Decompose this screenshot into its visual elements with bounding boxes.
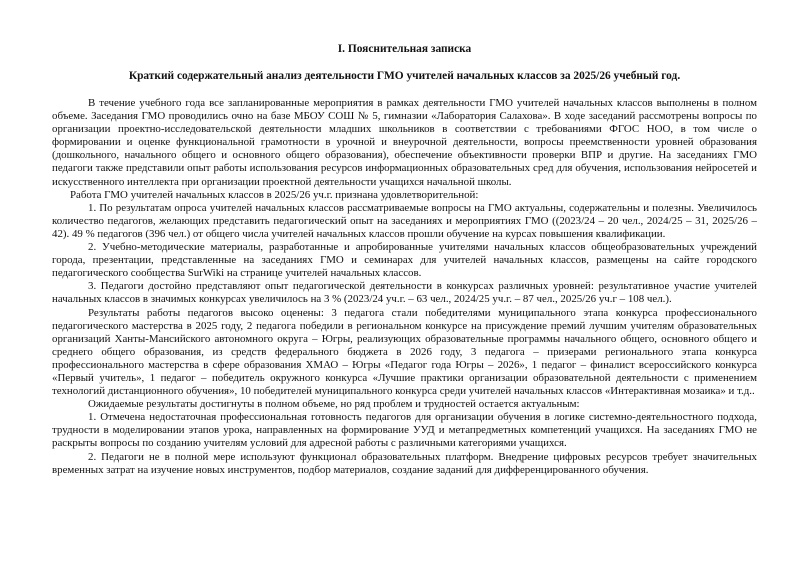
paragraph-point-1: 1. По результатам опроса учителей начальных классов рассматриваемые вопросы на ГМО актуальны, содержательны и полезны. Увеличилось количество педагогов, желающих представить педагогический опыт на заседаниях и мероприятиях ГМО ((2023/24 – 20 чел., 2024/25 – 31, 2025/26 – 42). 49 % педагогов (396 чел.) от общего числа учителей начальных классов прошли обучение на курсах повышения квалификации. <box>52 201 757 240</box>
document-page <box>52 42 757 477</box>
paragraph-assessment: Работа ГМО учителей начальных классов в 2025/26 уч.г. признана удовлетворительной: <box>70 188 479 201</box>
paragraph-expected: Ожидаемые результаты достигнуты в полном объеме, но ряд проблем и трудностей остается актуальным: <box>88 398 580 411</box>
paragraph-intro: В течение учебного года все запланированные мероприятия в рамках деятельности ГМО учителей начальных классов выполнены в полном объеме. Заседания ГМО проводились очно на базе МБОУ СОШ № 5, гимназии «Лаборатория Салахова». В ходе заседаний рассмотрены вопросы по организации проектно-исследовательской деятельности младших школьников в соответствии с требованиями ФГОС НОО, в том числе о формировании и оценке функциональной грамотности в урочной и внеурочной деятельности, вопросы преемственности уровней образования (дошкольного, начального общего и основного общего образования), обеспечение объективности проверки ВПР и другие. На заседаниях ГМО педагоги также представили опыт работы использования ресурсов информационных образовательных сред для обучения, использования нейросетей и искусственного интеллекта при организации проектной деятельности учащихся начальной школы. <box>52 97 757 188</box>
section-title: I. Пояснительная записка <box>337 43 472 55</box>
subtitle: Краткий содержательный анализ деятельности ГМО учителей начальных классов за 2025/26 учебный год. <box>128 70 681 82</box>
paragraph-point-3: 3. Педагоги достойно представляют опыт педагогической деятельности в конкурсах различных уровней: результативное участие учителей начальных классов в значимых конкурсах увеличилось на 3 % (2023/24 уч.г. – 63 чел., 2024/25 уч.г. – 87 чел., 2025/26 уч.г – 108 чел.). <box>52 280 757 306</box>
paragraph-point-2: 2. Учебно-методические материалы, разработанные и апробированные учителями начальных классов общеобразовательных учреждений города, презентации, представленные на заседаниях ГМО и семинарах для учителей начальных классов, размещены на сайте городского педагогического сообщества SurWiki на странице учителей начальных классов. <box>52 241 757 280</box>
paragraph-results: Результаты работы педагогов высоко оценены: 3 педагога стали победителями муниципального этапа конкурса профессионального педагогического мастерства в 2025 году, 2 педагога победили в региональном конкурсе на присуждение премий лучшим учителям образовательных организаций Ханты-Мансийского автономного округа – Югры, реализующих образовательные программы начального общего, основного общего и среднего общего образования, из средств федерального бюджета в 2026 году, 3 педагога – призерами регионального этапа конкурса профессионального мастерства в сфере образования ХМАО – Югры «Педагог года Югры – 2026», 1 педагог – финалист всероссийского конкурса «Первый учитель», 1 педагог – победитель окружного конкурса «Лучшие практики организации образовательной деятельности с применением технологий дистанционного обучения», 10 победителей муниципального конкурса среди учителей начальных классов «Интерактивная мозаика» и т.д.. <box>52 306 757 398</box>
paragraph-problem-2: 2. Педагоги не в полной мере используют функционал образовательных платформ. Внедрение цифровых ресурсов требует значительных временных затрат на изучение новых инструментов, подбор материалов, создание заданий для дифференцированного обучения. <box>52 450 757 476</box>
paragraph-problem-1: 1. Отмечена недостаточная профессиональная готовность педагогов для организации обучения в логике системно-деятельностного подхода, трудности в моделировании этапов урока, направленных на формирование УУД и метапредметных компетенций учащихся. На заседаниях ГМО не раскрыты вопросы по созданию учителям условий для адресной работы с различными категориями учащихся. <box>52 411 757 450</box>
